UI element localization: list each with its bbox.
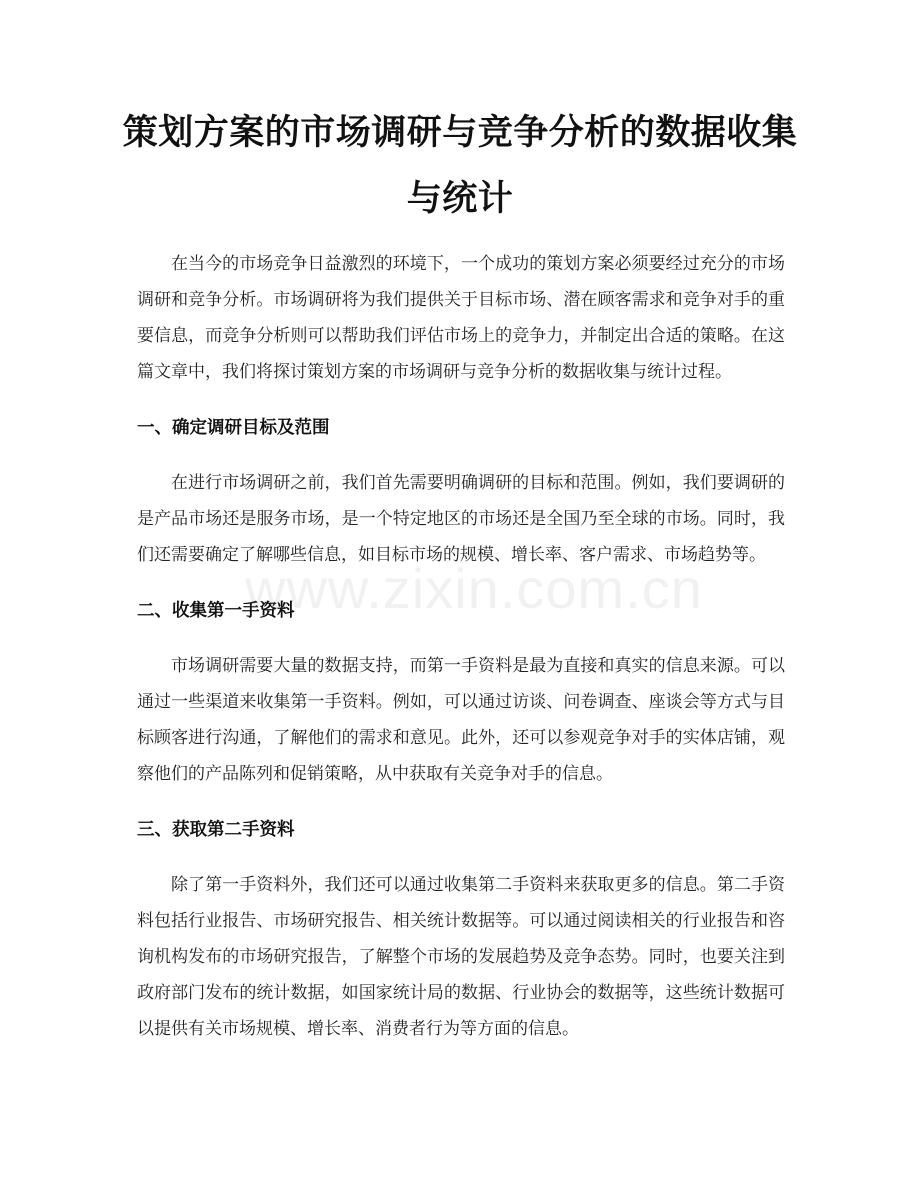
section-paragraph-2: 市场调研需要大量的数据支持，而第一手资料是最为直接和真实的信息来源。可以通过一些渠道来收集第一手资料。例如，可以通过访谈、问卷调查、座谈会等方式与目标顾客进行沟通，了解他们的需求和意见。此外，还可以参观竞争对手的实体店铺，观察他们的产品陈列和促销策略，从中获取有关竞争对手的信息。 (137, 656, 785, 784)
section-heading-1: 一、确定调研目标及范围 (137, 418, 330, 438)
title-line-2: 与统计 (406, 179, 514, 219)
section-paragraph-1: 在进行市场调研之前，我们首先需要明确调研的目标和范围。例如，我们要调研的是产品市场还是服务市场，是一个特定地区的市场还是全国乃至全球的市场。同时，我们还需要确定了解哪些信息，如目标市场的规模、增长率、客户需求、市场趋势等。 (137, 473, 785, 565)
section-paragraph-3: 除了第一手资料外，我们还可以通过收集第二手资料来获取更多的信息。第二手资料包括行业报告、市场研究报告、相关统计数据等。可以通过阅读相关的行业报告和咨询机构发布的市场研究报告，了解整个市场的发展趋势及竞争态势。同时，也要关注到政府部门发布的统计数据，如国家统计局的数据、行业协会的数据等，这些统计数据可以提供有关市场规模、增长率、消费者行为等方面的信息。 (137, 875, 785, 1039)
document-title (120, 100, 800, 232)
section-heading-3: 三、获取第二手资料 (137, 820, 295, 840)
intro-paragraph: 在当今的市场竞争日益激烈的环境下，一个成功的策划方案必须要经过充分的市场调研和竞争分析。市场调研将为我们提供关于目标市场、潜在顾客需求和竞争对手的重要信息，而竞争分析则可以帮助我们评估市场上的竞争力，并制定出合适的策略。在这篇文章中，我们将探讨策划方案的市场调研与竞争分析的数据收集与统计过程。 (137, 254, 785, 382)
section-heading-2: 二、收集第一手资料 (137, 601, 295, 621)
title-line-1: 策划方案的市场调研与竞争分析的数据收集 (122, 113, 798, 153)
watermark: www.zixin.com.cn (245, 557, 703, 620)
document-body (137, 246, 785, 1047)
